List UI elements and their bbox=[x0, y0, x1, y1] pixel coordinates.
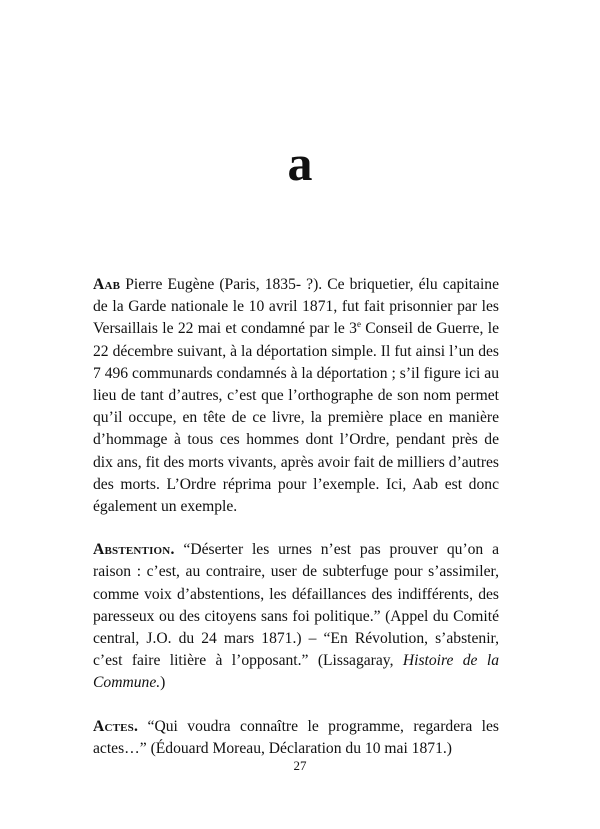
entry-abstention bbox=[93, 539, 499, 694]
entry-text-continued: Conseil de Guerre, le 22 décembre suivant, à la déportation simple. Il fut ainsi l’un des 7 496 communards condamnés à la déportation ; s’il figure ici au lieu de tant d’autres, c’est que l’orthographe de son nom permet qu’il occupe, en tête de ce livre, la première place en manière d’hommage à tous ces hommes dont l’Ordre, pendant près de dix ans, fit des morts vivants, après avoir fait de milliers d’autres des morts. L’Ordre réprima pour l’exemple. Ici, Aab est donc également un exemple. bbox=[93, 320, 499, 516]
entry-headword: Aab bbox=[93, 276, 121, 293]
entry-aab bbox=[93, 274, 499, 518]
entry-text: Pierre Eugène (Paris, 1835- ?). Ce briquetier, élu capitaine de la Garde nationale le 10 avril 1871, fut fait prisonnier par les Versaillais le 22 mai et condamné par le 3 bbox=[93, 276, 499, 338]
section-letter: a bbox=[287, 135, 313, 191]
entry-text: “Déserter les urnes n’est pas prouver qu’on a raison : c’est, au contraire, user de subterfuge pour s’assimiler, comme voix d’abstentions, les défaillances des indifférents, des paresseux ou des citoyens sans foi politique.” (Appel du Comité central, J.O. du 24 mars 1871.) – “En Révolution, s’abstenir, c’est faire litière à l’opposant.” (Lissagaray, bbox=[93, 541, 499, 670]
entry-actes bbox=[93, 716, 499, 760]
dictionary-entries bbox=[93, 274, 499, 781]
book-title: Histoire de la Commune. bbox=[93, 652, 499, 692]
ordinal-superscript: e bbox=[356, 319, 361, 330]
entry-text: “Qui voudra connaître le programme, regardera les actes…” (Édouard Moreau, Déclaration du 10 mai 1871.) bbox=[93, 717, 499, 757]
entry-headword: Abstention. bbox=[93, 541, 175, 559]
entry-headword: Actes. bbox=[93, 717, 139, 735]
entry-text-continued: ) bbox=[160, 674, 166, 692]
page-number: 27 bbox=[293, 758, 307, 773]
